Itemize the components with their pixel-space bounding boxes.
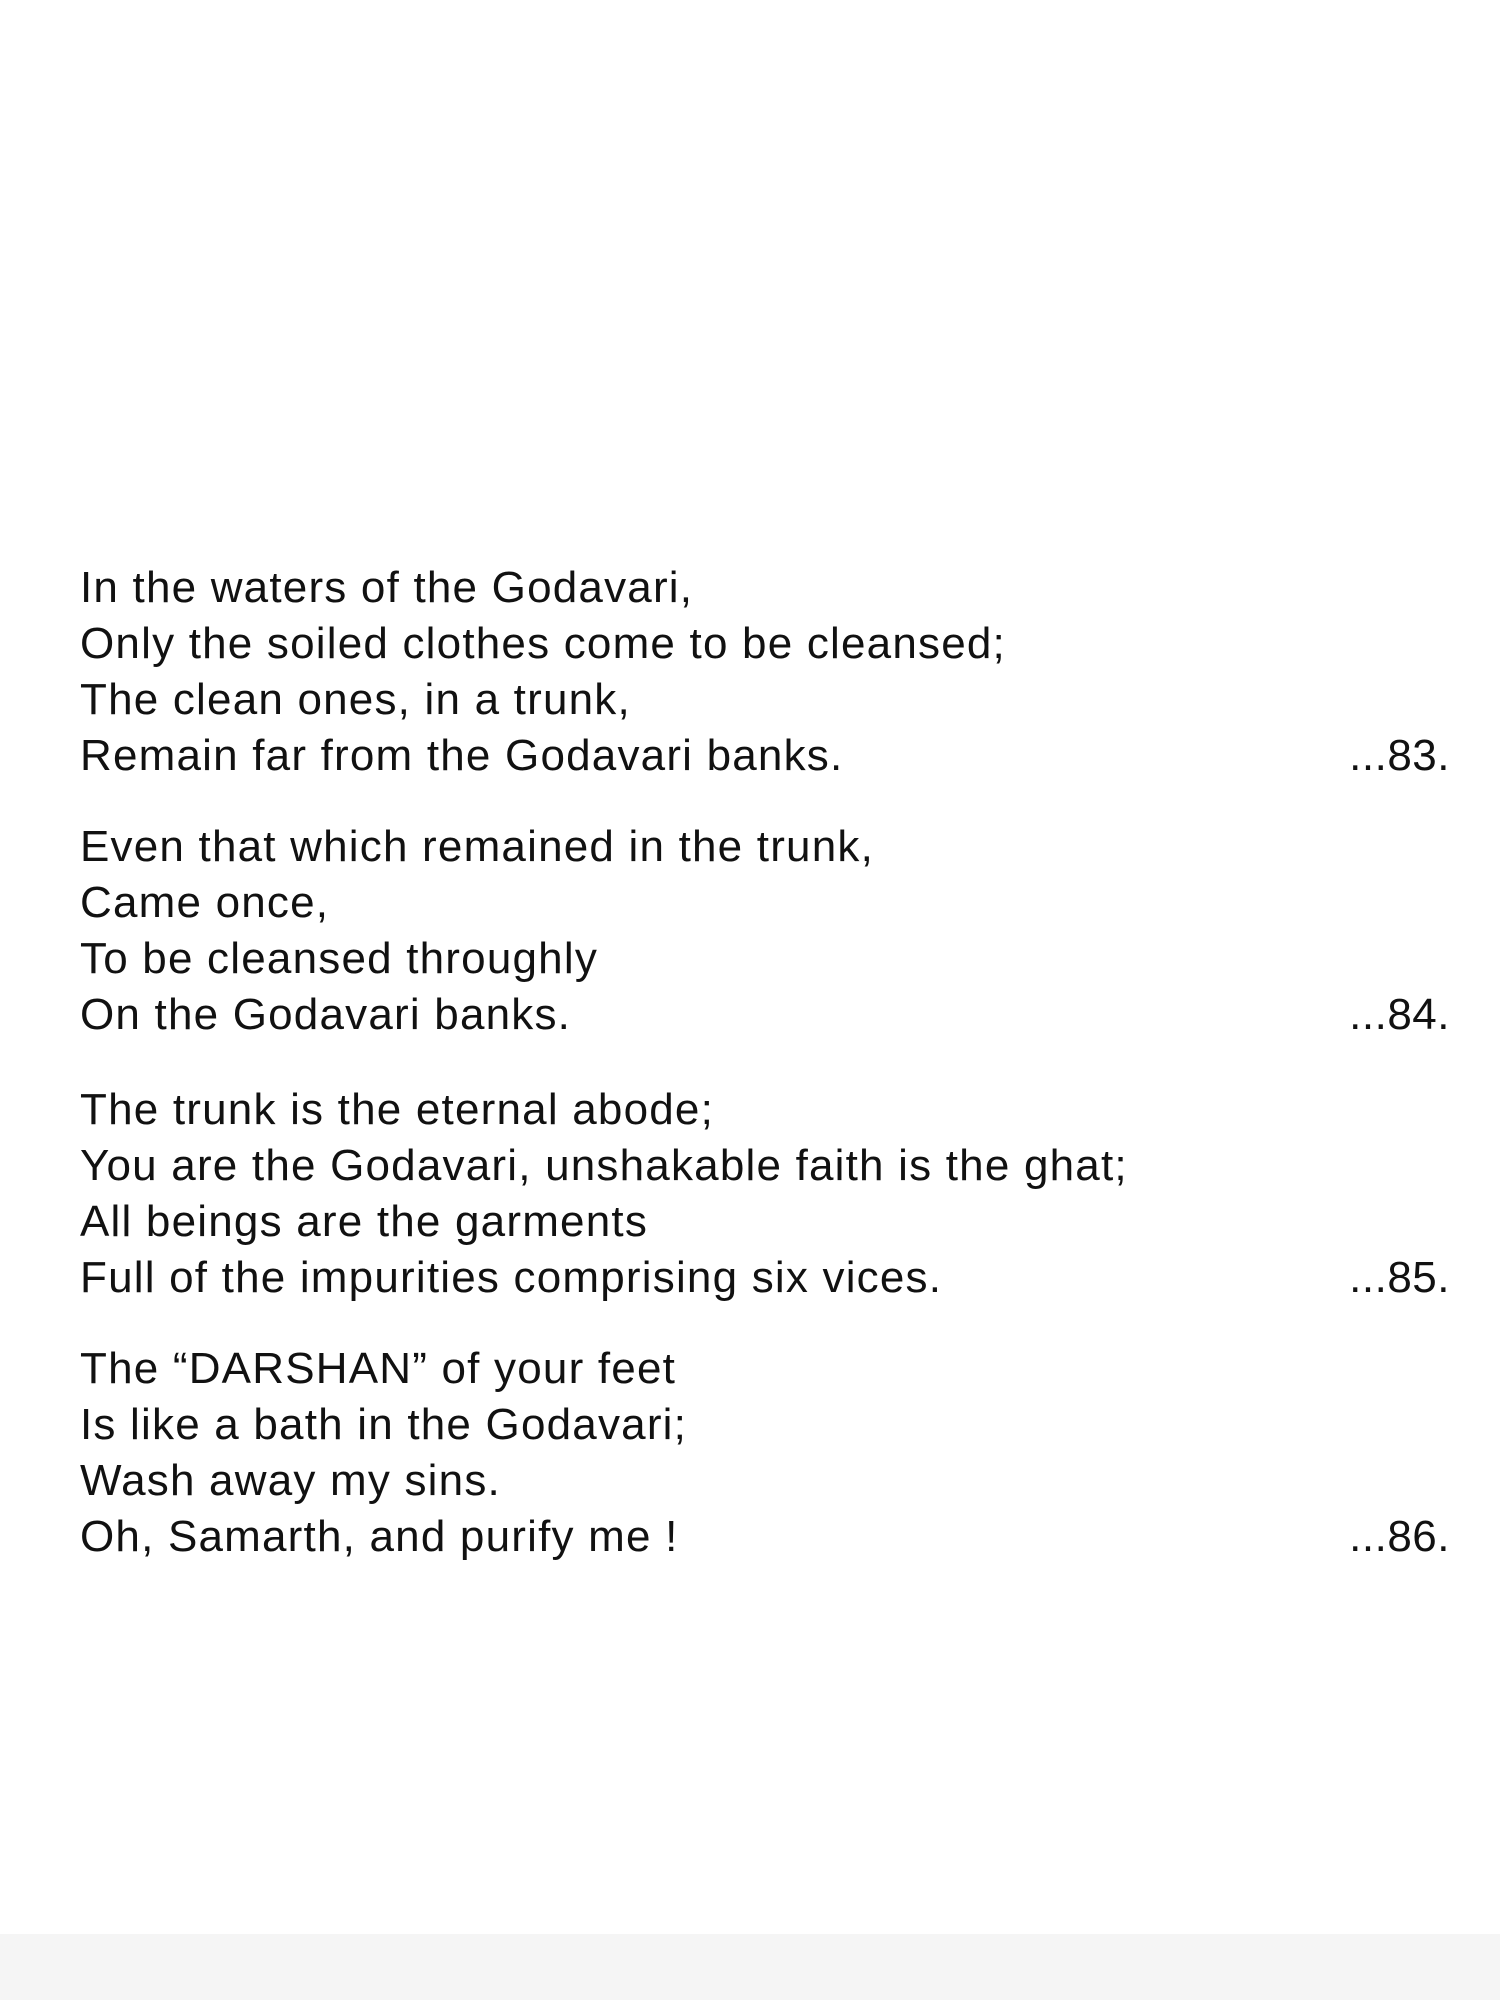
- verse-line: On the Godavari banks.: [80, 990, 572, 1039]
- verse-line: Is like a bath in the Godavari;: [80, 1400, 688, 1449]
- verse-line: Full of the impurities comprising six vices.: [80, 1253, 943, 1302]
- verse-line: Even that which remained in the trunk,: [80, 822, 875, 871]
- verse-line: Remain far from the Godavari banks.: [80, 731, 844, 780]
- verse-line: Wash away my sins.: [80, 1456, 501, 1505]
- verse-number: ...85.: [1349, 1253, 1450, 1302]
- verse-line: All beings are the garments: [80, 1197, 649, 1246]
- page-bottom-margin: [0, 1934, 1500, 2000]
- verse-number: ...84.: [1349, 990, 1450, 1039]
- verse-line: The “DARSHAN” of your feet: [80, 1344, 677, 1393]
- stanza-83: [80, 560, 1450, 784]
- verse-line: In the waters of the Godavari,: [80, 563, 694, 612]
- verse-line: You are the Godavari, unshakable faith is the ghat;: [80, 1141, 1128, 1190]
- verse-line: The trunk is the eternal abode;: [80, 1085, 715, 1134]
- verse-number: ...83.: [1349, 731, 1450, 780]
- stanza-84: [80, 819, 1450, 1043]
- verse-line: Came once,: [80, 878, 330, 927]
- verse-number: ...86.: [1349, 1512, 1450, 1561]
- stanza-85: [80, 1082, 1450, 1306]
- verse-line: To be cleansed throughly: [80, 934, 599, 983]
- verse-line: Only the soiled clothes come to be cleansed;: [80, 619, 1006, 668]
- verse-line: Oh, Samarth, and purify me !: [80, 1512, 679, 1561]
- verse-line: The clean ones, in a trunk,: [80, 675, 631, 724]
- stanza-86: [80, 1341, 1450, 1565]
